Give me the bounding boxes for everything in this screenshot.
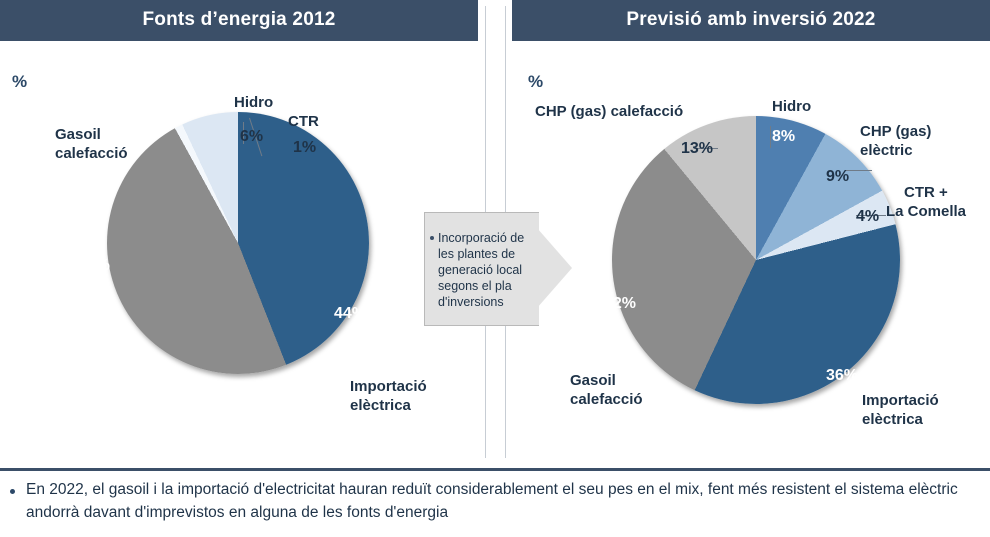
panel-right xyxy=(512,0,990,41)
left-label-importacio-line1: Importació xyxy=(350,378,427,395)
right-pct-chp-calefaccio: 13% xyxy=(681,140,714,157)
panel-right-title: Previsió amb inversió 2022 xyxy=(512,0,990,41)
right-label-hidro: Hidro xyxy=(772,98,812,115)
left-label-hidro: Hidro xyxy=(234,94,274,111)
right-pct-chp-electric: 9% xyxy=(826,168,850,185)
left-pie xyxy=(107,112,369,374)
left-label-gasoil-line2: calefacció xyxy=(55,145,128,162)
footer-divider xyxy=(0,468,990,471)
footer-bullet-icon xyxy=(10,489,15,494)
right-label-chp-electric-line2: elèctric xyxy=(860,142,913,159)
right-label-gasoil-line2: calefacció xyxy=(570,391,643,408)
left-label-importacio-line2: elèctrica xyxy=(350,397,411,414)
left-label-ctr: CTR xyxy=(288,113,319,130)
right-label-ctr-line1: CTR + xyxy=(904,184,948,201)
callout-text: Incorporació de les plantes de generació local segons el pla d'inversions xyxy=(438,231,525,309)
right-label-chp-electric-line1: CHP (gas) xyxy=(860,123,932,140)
right-label-chp-calefaccio: CHP (gas) calefacció xyxy=(535,103,684,120)
right-leader-hidro xyxy=(770,126,771,148)
right-label-gasoil-line1: Gasoil xyxy=(570,372,616,389)
right-pct-hidro: 8% xyxy=(772,128,796,145)
right-pct-ctr: 4% xyxy=(856,208,880,225)
left-pct-importacio: 44% xyxy=(334,305,367,322)
left-axis-unit: % xyxy=(12,72,28,91)
left-pct-ctr: 1% xyxy=(293,139,317,156)
right-pct-importacio: 36% xyxy=(826,367,859,384)
right-label-ctr-line2: La Comella xyxy=(886,203,967,220)
left-pct-hidro: 6% xyxy=(240,128,264,145)
callout-arrow xyxy=(424,212,572,324)
panel-left-title: Fonts d’energia 2012 xyxy=(0,0,478,41)
right-label-importacio-line2: elèctrica xyxy=(862,411,923,428)
footer-text: En 2022, el gasoil i la importació d'electricitat hauran reduït considerablement el seu pes en el mix, fent més resistent el sistema elèctric andorrà davant d'imprevistos en alguna de les fonts d'energia xyxy=(26,481,958,522)
panel-left xyxy=(0,0,478,41)
right-pie xyxy=(612,116,900,404)
right-pct-gasoil: 32% xyxy=(604,295,637,312)
right-axis-unit: % xyxy=(528,72,544,91)
left-pct-gasoil: 48% xyxy=(78,257,111,274)
callout-bullet-icon xyxy=(430,236,434,240)
footer xyxy=(0,468,990,537)
right-leader-chp-electric xyxy=(846,170,872,171)
right-label-importacio-line1: Importació xyxy=(862,392,939,409)
left-label-gasoil-line1: Gasoil xyxy=(55,126,101,143)
callout-arrow-head xyxy=(537,228,572,308)
